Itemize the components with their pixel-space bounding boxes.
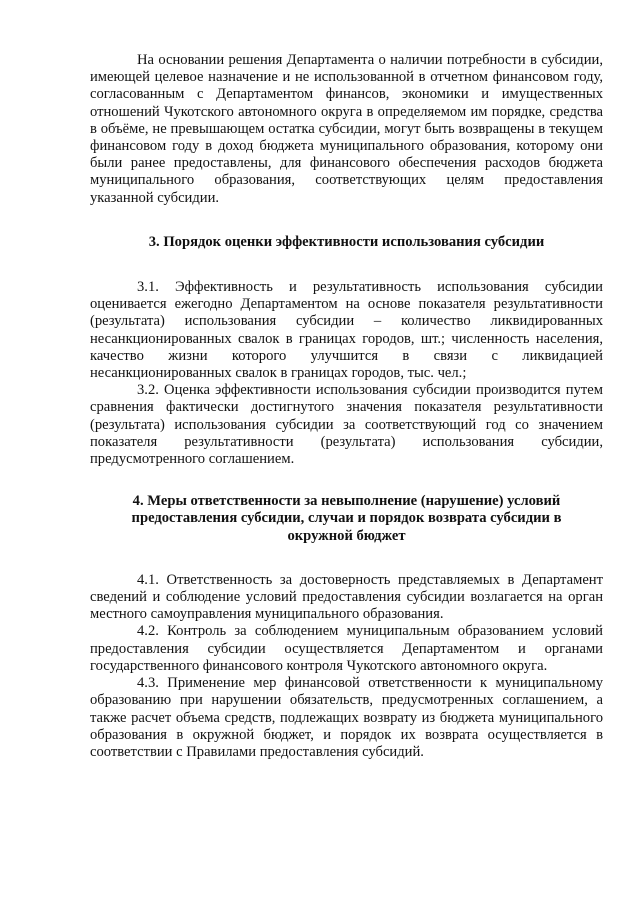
intro-paragraph: На основании решения Департамента о наличии потребности в субсидии, имеющей целевое назначение и не использованной в отчетном финансовом году, согласованным с Департаментом финансов, экономики и имущественных отношений Чукотского автономного округа в определяемом им порядке, средства в объёме, не превышающем остатка субсидии, могут быть возвращены в текущем финансовом году в доход бюджета муниципального образования, которому они были ранее предоставлены, для финансового обеспечения расходов бюджета муниципального образования, соответствующих целям предоставления указанной субсидии.: [90, 52, 603, 206]
section-3-paragraph-2: 3.2. Оценка эффективности использования субсидии производится путем сравнения фактически достигнутого значения показателя результативности (результата) использования субсидии за соответствующий год со значением показателя результативности (результата) использования субсидии, предусмотренного соглашением.: [90, 382, 603, 468]
section-4-paragraph-3: 4.3. Применение мер финансовой ответственности к муниципальному образованию при нарушении обязательств, предусмотренных соглашением, а также расчет объема средств, подлежащих возврату из бюджета муниципального образования в окружной бюджет, и порядок их возврата осуществляется в соответствии с Правилами предоставления субсидий.: [90, 675, 603, 760]
section-3-paragraph-1: 3.1. Эффективность и результативность использования субсидии оценивается ежегодно Департаментом на основе показателя результативности (результата) использования субсидии – количество ликвидированных несанкционированных свалок в границах городов, шт.; численность населения, качество жизни которого улучшится в связи с ликвидацией несанкционированных свалок в границах городов, тыс. чел.;: [90, 279, 603, 382]
document-page: [90, 52, 603, 761]
section-4-heading-line-1: 4. Меры ответственности за невыполнение (нарушение) условий: [132, 493, 561, 510]
section-4-heading-line-2: предоставления субсидии, случаи и порядок возврата субсидии в: [131, 510, 562, 527]
section-4-heading-line-3: окружной бюджет: [287, 527, 406, 544]
section-4-heading: [90, 493, 603, 545]
section-4-paragraph-2: 4.2. Контроль за соблюдением муниципальным образованием условий предоставления субсидии осуществляется Департаментом и органами государственного финансового контроля Чукотского автономного округа.: [90, 623, 603, 674]
section-3-heading: 3. Порядок оценки эффективности использования субсидии: [148, 233, 545, 250]
section-4-paragraph-1: 4.1. Ответственность за достоверность представляемых в Департамент сведений и соблюдение условий предоставления субсидии возлагается на орган местного самоуправления муниципального образования.: [90, 571, 603, 623]
